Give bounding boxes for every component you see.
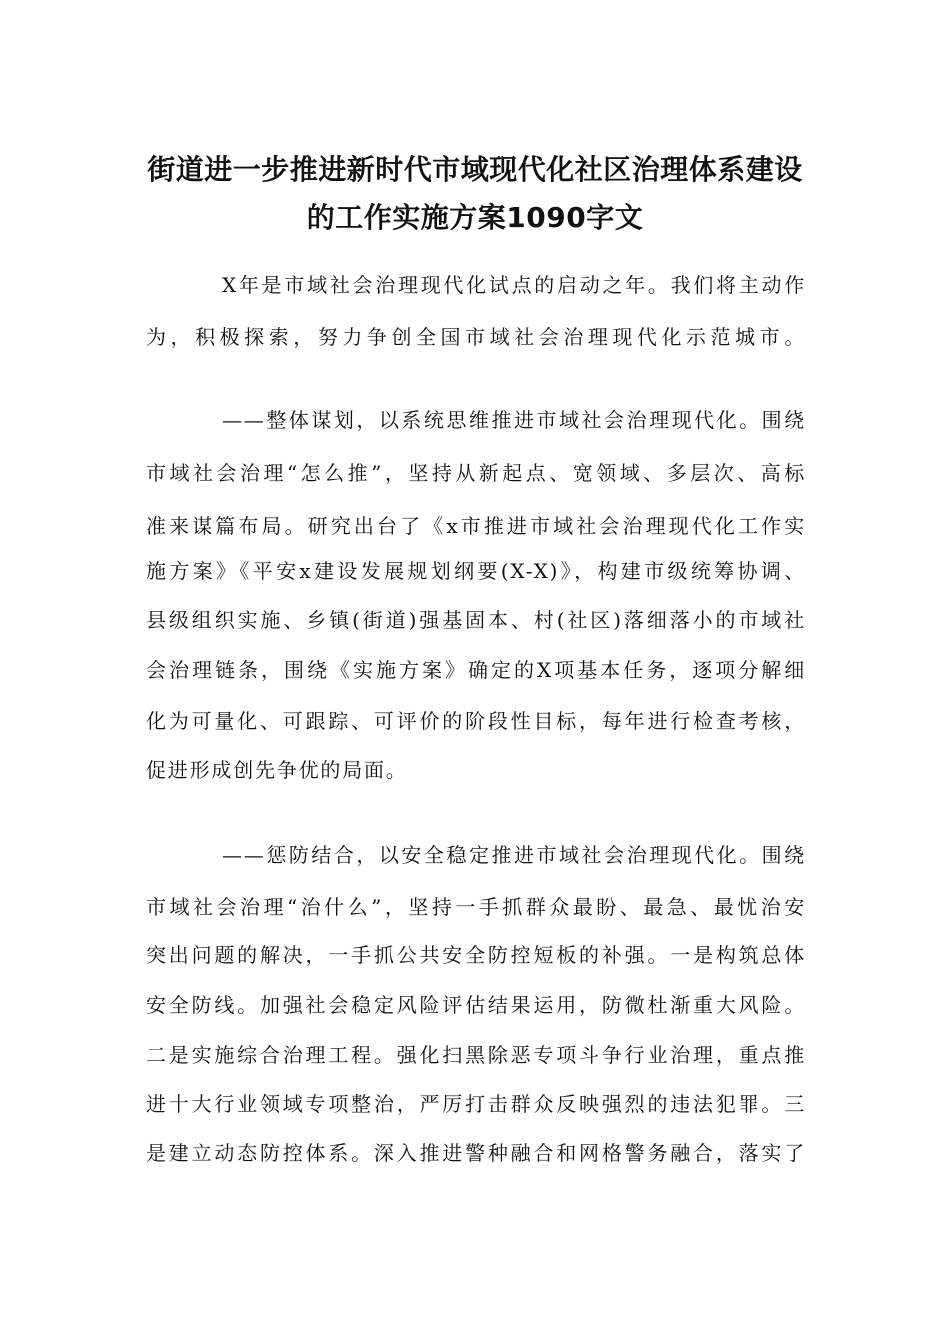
paragraph-2-line-2: 市域社会治理“怎么推”，坚持从新起点、宽领域、多层次、高标 [146, 461, 806, 485]
paragraph-2-line-7: 化为可量化、可跟踪、可评价的阶段性目标，每年进行检查考核， [146, 709, 806, 733]
paragraph-3-line-1: ——惩防结合，以安全稳定推进市域社会治理现代化。围绕 [222, 843, 806, 867]
paragraph-3-line-2: 市域社会治理“治什么”，坚持一手抓群众最盼、最急、最忧治安 [146, 895, 806, 919]
paragraph-2-line-6: 会治理链条，围绕《实施方案》确定的X项基本任务，逐项分解细 [146, 658, 806, 682]
paragraph-2-line-4: 施方案》《平安x建设发展规划纲要(X-X)》，构建市级统筹协调、 [146, 559, 806, 583]
document-title-line-1: 街道进一步推进新时代市域现代化社区治理体系建设 [147, 153, 803, 186]
document-title-line-2: 的工作实施方案1090字文 [306, 201, 644, 234]
paragraph-3-line-4: 安全防线。加强社会稳定风险评估结果运用，防微杜渐重大风险。 [146, 993, 806, 1017]
paragraph-2-line-1: ——整体谋划，以系统思维推进市域社会治理现代化。围绕 [222, 408, 806, 432]
paragraph-2-line-3: 准来谋篇布局。研究出台了《x市推进市域社会治理现代化工作实 [146, 514, 806, 538]
paragraph-3-line-6: 进十大行业领域专项整治，严厉打击群众反映强烈的违法犯罪。三 [146, 1092, 806, 1116]
paragraph-1-line-2: 为，积极探索，努力争创全国市域社会治理现代化示范城市。 [146, 325, 806, 349]
paragraph-2-line-8: 促进形成创先争优的局面。 [146, 758, 408, 782]
paragraph-3-line-5: 二是实施综合治理工程。强化扫黑除恶专项斗争行业治理，重点推 [146, 1043, 806, 1067]
paragraph-3-line-7: 是建立动态防控体系。深入推进警种融合和网格警务融合，落实了 [146, 1141, 806, 1165]
paragraph-3-line-3: 突出问题的解决，一手抓公共安全防控短板的补强。一是构筑总体 [146, 943, 806, 967]
paragraph-2-line-5: 县级组织实施、乡镇(街道)强基固本、村(社区)落细落小的市域社 [146, 608, 806, 632]
paragraph-1-line-1: X年是市域社会治理现代化试点的启动之年。我们将主动作 [222, 273, 806, 297]
